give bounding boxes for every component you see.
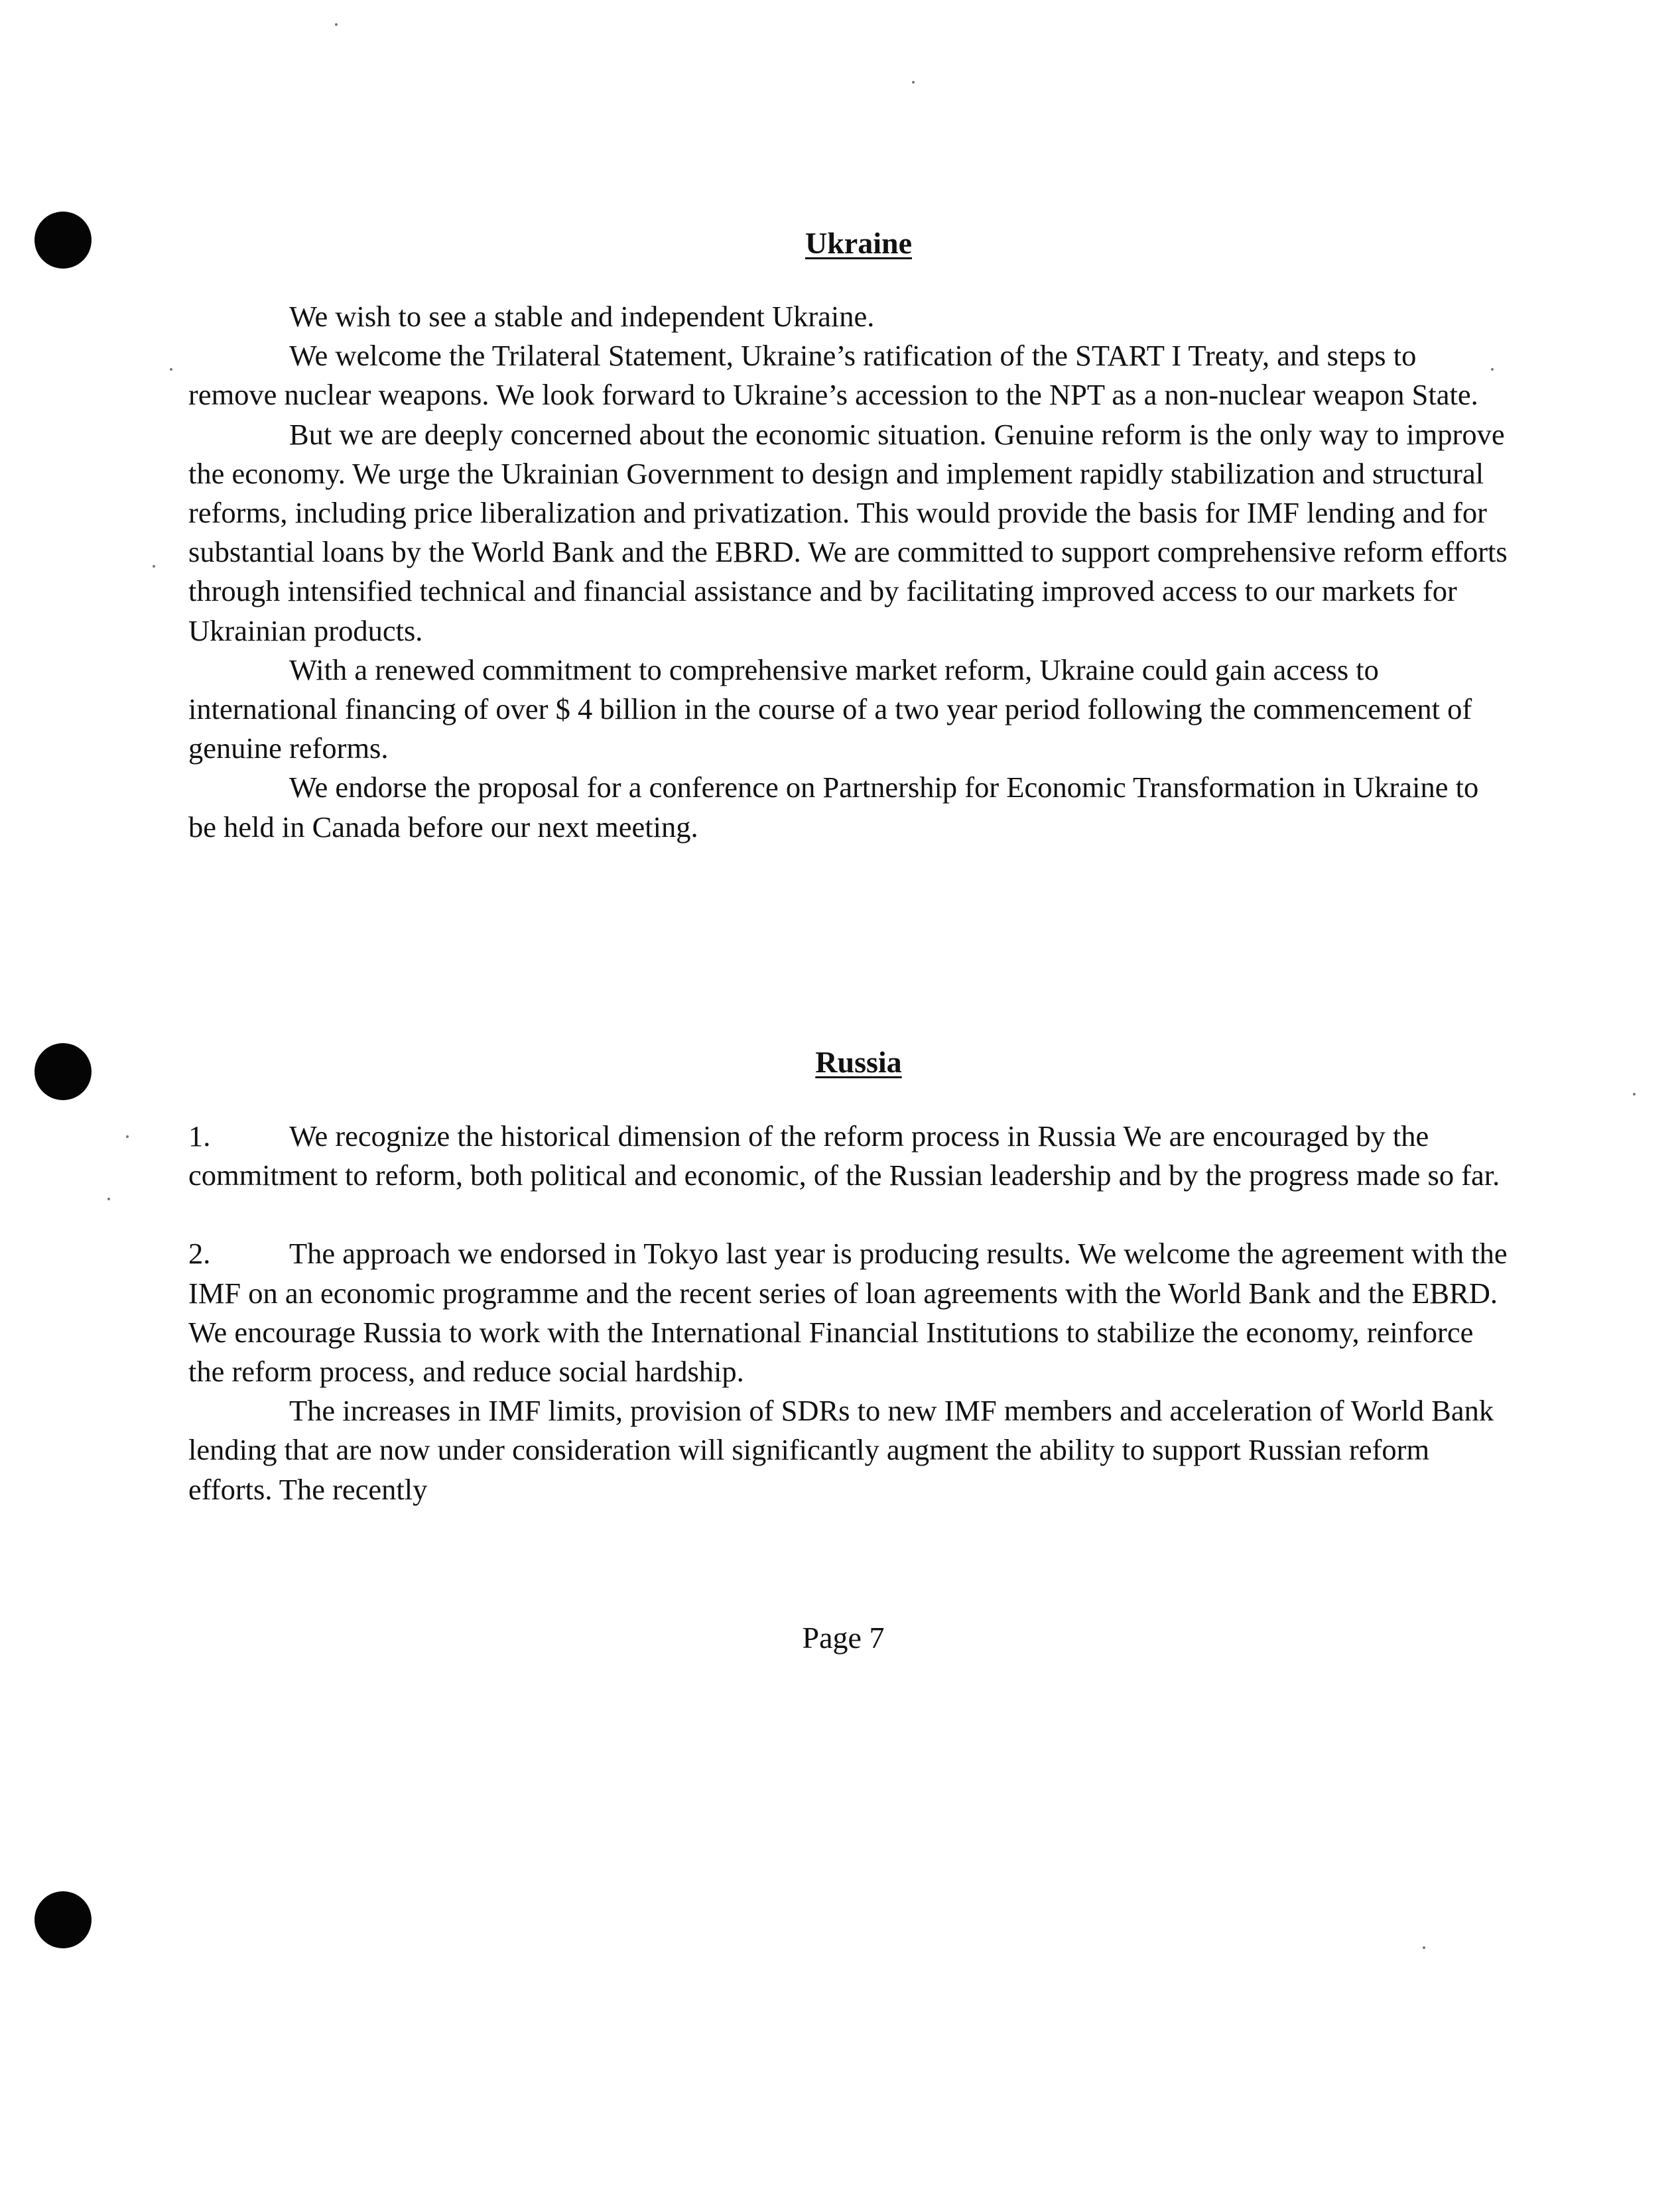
russia-numbered-paragraph bbox=[188, 1117, 1508, 1195]
page-number-text: Page 7 bbox=[802, 1621, 885, 1655]
section-heading-ukraine-text: Ukraine bbox=[805, 226, 912, 260]
scan-speck bbox=[912, 81, 915, 84]
scan-speck bbox=[1423, 1946, 1425, 1949]
page-number bbox=[0, 1618, 1680, 1658]
section-heading-russia-text: Russia bbox=[815, 1045, 902, 1079]
scan-speck bbox=[335, 23, 338, 26]
paragraph-text: The approach we endorsed in Tokyo last year is producing results. We welcome the agreement with the IMF on an economic programme and the recent series of loan agreements with the World Bank and the EBRD. We encourage Russia to work with the International Financial Institutions to stabilize the economy, reinforce the reform process, and reduce social hardship. bbox=[188, 1237, 1508, 1389]
scan-speck bbox=[170, 368, 172, 371]
ukraine-section-body bbox=[188, 297, 1508, 847]
scan-speck bbox=[126, 1135, 129, 1138]
ukraine-paragraph: We welcome the Trilateral Statement, Ukraine’s ratification of the START I Treaty, and steps to remove nuclear weapons. We look forward to Ukraine’s accession to the NPT as a non-nuclear weapon State. bbox=[188, 339, 1478, 412]
ukraine-paragraph: We wish to see a stable and independent Ukraine. bbox=[289, 300, 875, 333]
ukraine-paragraph: We endorse the proposal for a conference on Partnership for Economic Transformation in Ukraine to be held in Canada before our next meeting. bbox=[188, 771, 1479, 844]
scan-speck bbox=[153, 565, 155, 568]
russia-continuation-paragraph: The increases in IMF limits, provision of SDRs to new IMF members and acceleration of World Bank lending that are now under consideration will significantly augment the ability to support Russian reform efforts. The recently bbox=[188, 1394, 1494, 1506]
scan-speck bbox=[1633, 1093, 1636, 1096]
section-heading-russia bbox=[0, 1042, 1680, 1082]
paragraph-number: 1. bbox=[188, 1119, 211, 1153]
section-heading-ukraine bbox=[0, 223, 1680, 263]
ukraine-paragraph: With a renewed commitment to comprehensive market reform, Ukraine could gain access to international financing of over $ 4 billion in the course of a two year period following the commencement of genuine reforms. bbox=[188, 653, 1472, 765]
scan-speck bbox=[107, 1198, 110, 1200]
paragraph-number: 2. bbox=[188, 1237, 211, 1271]
russia-section-body bbox=[188, 1117, 1508, 1509]
paragraph-text: We recognize the historical dimension of the reform process in Russia We are encouraged by the commitment to reform, both political and economic, of the Russian leadership and by the progress made so far. bbox=[188, 1119, 1500, 1192]
punch-hole-bottom bbox=[34, 1891, 92, 1948]
russia-numbered-paragraph bbox=[188, 1234, 1508, 1391]
ukraine-paragraph: But we are deeply concerned about the economic situation. Genuine reform is the only way to improve the economy. We urge the Ukrainian Government to design and implement rapidly stabilization and structural reforms, including price liberalization and privatization. This would provide the basis for IMF lending and for substantial loans by the World Bank and the EBRD. We are committed to support comprehensive reform efforts through intensified technical and financial assistance and by facilitating improved access to our markets for Ukrainian products. bbox=[188, 417, 1508, 647]
paragraph-gap bbox=[188, 1195, 1508, 1234]
